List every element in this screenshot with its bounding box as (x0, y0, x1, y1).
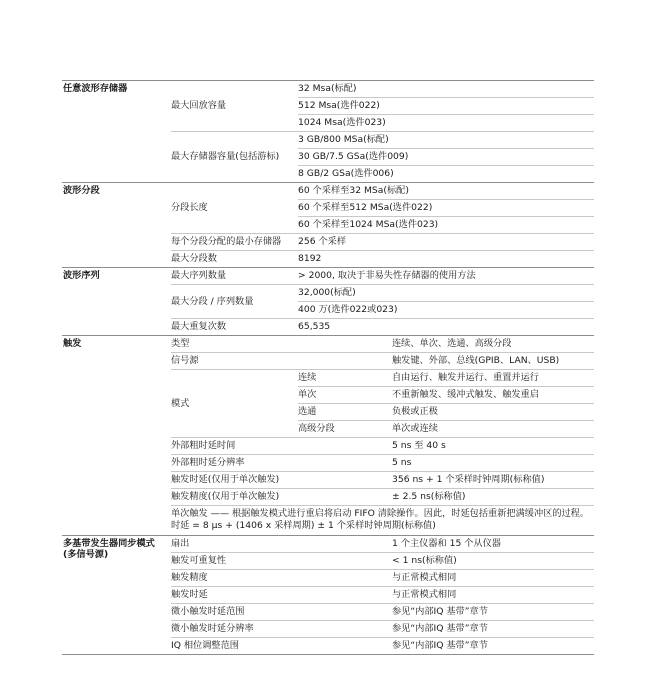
row-value: < 1 ns(标称值) (392, 555, 457, 567)
row-label: 触发精度(仅用于单次触发) (171, 491, 280, 503)
row-value: 参见“内部IQ 基带”章节 (392, 606, 488, 618)
section-awg-memory (62, 80, 594, 182)
row-value: > 2000, 取决于非易失性存储器的使用方法 (298, 270, 476, 282)
section-waveform-sequence (62, 267, 594, 335)
row-ext-delay (171, 437, 594, 454)
row-trigger-latency (171, 471, 594, 488)
section-trigger (62, 335, 594, 535)
row-value: ± 2.5 ns(标称值) (392, 491, 466, 503)
row-max-sequences (171, 268, 594, 284)
table-bottom-rule (62, 654, 594, 655)
row-trigger-repeatability (171, 552, 594, 569)
section-title: 任意波形存储器 (63, 83, 128, 94)
note-line: 时延 = 8 μs + (1406 x 采样周期) ± 1 个采样时钟周期(标称值) (171, 520, 436, 531)
mode-row (298, 386, 594, 403)
row-trigger-source (171, 352, 594, 369)
row-label: 最大分段 / 序列数量 (171, 295, 254, 307)
row-label: 触发精度 (171, 572, 208, 584)
mode-row (298, 403, 594, 420)
row-value: 参见“内部IQ 基带”章节 (392, 640, 488, 652)
mode-label: 高级分段 (298, 423, 335, 435)
section-waveform-segment (62, 182, 594, 267)
row-label: 信号源 (171, 355, 199, 367)
section-title: 波形序列 (63, 270, 100, 281)
row-trigger-mode (171, 369, 594, 437)
section-multi-bbg-sync (62, 535, 594, 654)
row-value: 60 个采样至1024 MSa(选件023) (298, 216, 594, 233)
row-ext-delay-resolution (171, 454, 594, 471)
row-value: 8192 (298, 253, 322, 265)
section-title-line: (多信号源) (63, 549, 109, 560)
mode-row (298, 370, 594, 386)
row-trigger-accuracy (171, 488, 594, 505)
section-title: 波形分段 (63, 185, 100, 196)
section-title (62, 536, 171, 654)
row-value: 1 个主仪器和 15 个从仪器 (392, 538, 501, 550)
trigger-note (171, 505, 594, 535)
row-max-segments-per-sequence (171, 284, 594, 318)
row-iq-phase-range (171, 637, 594, 654)
row-max-playback (171, 81, 594, 131)
row-value: 356 ns + 1 个采样时钟周期(标称值) (392, 474, 545, 486)
row-value: 400 万(选件022或023) (298, 301, 594, 318)
row-max-segments (171, 250, 594, 267)
row-label: 触发时延 (171, 589, 208, 601)
row-fanout (171, 536, 594, 552)
row-value: 60 个采样至32 MSa(标配) (298, 185, 409, 197)
row-fine-delay-resolution (171, 620, 594, 637)
row-label: 每个分段分配的最小存储器 (171, 236, 282, 248)
row-max-repeat (171, 318, 594, 335)
section-title: 触发 (63, 338, 82, 349)
row-min-memory (171, 233, 594, 250)
row-label: 最大序列数量 (171, 270, 227, 282)
row-value: 65,535 (298, 321, 331, 333)
row-value: 8 GB/2 GSa(选件006) (298, 165, 594, 182)
section-title-line: 多基带发生器同步模式 (63, 538, 155, 549)
row-segment-length (171, 183, 594, 233)
row-value: 32,000(标配) (298, 287, 356, 299)
row-value: 参见“内部IQ 基带”章节 (392, 623, 488, 635)
row-trigger-type (171, 336, 594, 352)
row-max-storage (171, 131, 594, 182)
row-value: 5 ns 至 40 s (392, 440, 446, 452)
row-value: 与正常模式相同 (392, 589, 457, 601)
row-value: 5 ns (392, 457, 412, 469)
row-value: 32 Msa(标配) (298, 83, 357, 95)
row-label: 最大重复次数 (171, 321, 227, 333)
row-label: IQ 相位调整范围 (171, 640, 239, 652)
row-value: 30 GB/7.5 GSa(选件009) (298, 148, 594, 165)
row-label: 分段长度 (171, 202, 208, 214)
row-value: 512 Msa(选件022) (298, 97, 594, 114)
row-label: 最大存储器容量(包括游标) (171, 151, 280, 163)
row-value: 60 个采样至512 MSa(选件022) (298, 199, 594, 216)
row-label: 触发可重复性 (171, 555, 227, 567)
spec-table (62, 80, 594, 655)
row-label: 触发时延(仅用于单次触发) (171, 474, 280, 486)
row-value: 连续、单次、选通、高级分段 (392, 338, 512, 350)
row-label: 模式 (171, 397, 190, 409)
mode-label: 单次 (298, 389, 317, 401)
mode-value: 不重新触发、缓冲式触发、触发重启 (392, 389, 539, 401)
row-fine-delay-range (171, 603, 594, 620)
mode-value: 单次或连续 (392, 423, 438, 435)
row-label: 外部粗时延分辨率 (171, 457, 245, 469)
mode-label: 连续 (298, 372, 317, 384)
row-value: 3 GB/800 MSa(标配) (298, 134, 389, 146)
mode-value: 自由运行、触发并运行、重置并运行 (392, 372, 539, 384)
note-line: 单次触发 —— 根据触发模式进行重启将启动 FIFO 清除操作。因此，时延包括重新把满缓冲区的过程。 (171, 508, 590, 519)
row-label: 最大分段数 (171, 253, 217, 265)
row-value: 256 个采样 (298, 236, 347, 248)
mode-label: 选通 (298, 406, 317, 418)
row-label: 外部粗时延时间 (171, 440, 236, 452)
row-label: 类型 (171, 338, 190, 350)
mode-row (298, 420, 594, 437)
row-label: 扇出 (171, 538, 190, 550)
row-label: 最大回放容量 (171, 100, 227, 112)
row-value: 与正常模式相同 (392, 572, 457, 584)
row-value: 1024 Msa(选件023) (298, 114, 594, 131)
row-value: 触发键、外部、总线(GPIB、LAN、USB) (392, 355, 560, 367)
row-trigger-accuracy (171, 569, 594, 586)
row-label: 微小触发时延范围 (171, 606, 245, 618)
row-label: 微小触发时延分辨率 (171, 623, 254, 635)
mode-value: 负极或正极 (392, 406, 438, 418)
row-trigger-latency (171, 586, 594, 603)
